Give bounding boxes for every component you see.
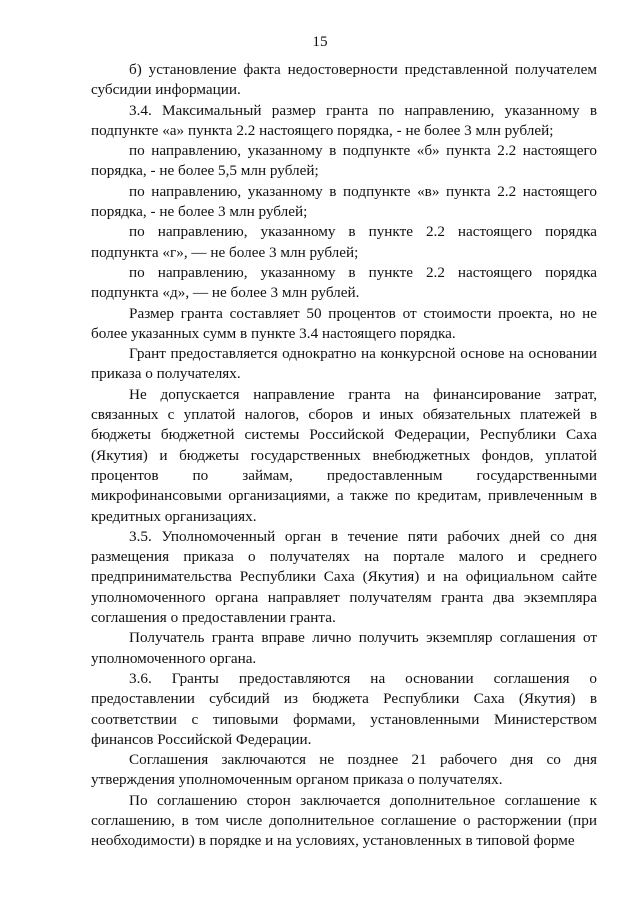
paragraph-3-5: 3.5. Уполномоченный орган в течение пяти рабочих дней со дня размещения приказа о получателях на портале малого и среднего предпринимательства Республики Саха (Якутия) и на официальном сайте уполномоченного органа направляет получателям гранта два экземпляра соглашения о предоставлении гранта. bbox=[91, 527, 597, 627]
paragraph-agreements-deadline: Соглашения заключаются не позднее 21 рабочего дня со дня утверждения уполномоченным органом приказа о получателях. bbox=[91, 751, 597, 789]
paragraph-3-4-d: по направлению, указанному в пункте 2.2 настоящего порядка подпункта «д», — не более 3 млн рублей. bbox=[91, 263, 597, 302]
page-number: 15 bbox=[312, 33, 328, 50]
paragraph-receive-copy: Получатель гранта вправе лично получить экземпляр соглашения от уполномоченного органа. bbox=[91, 629, 597, 667]
document-body bbox=[91, 60, 597, 852]
paragraph-3-4: 3.4. Максимальный размер гранта по направлению, указанному в подпункте «а» пункта 2.2 настоящего порядка, - не более 3 млн рублей; bbox=[91, 101, 597, 139]
paragraph-3-3-b: б) установление факта недостоверности представленной получателем субсидии информации. bbox=[91, 61, 597, 99]
paragraph-3-4-b: по направлению, указанному в подпункте «б» пункта 2.2 настоящего порядка, - не более 5,5 млн рублей; bbox=[91, 142, 597, 180]
paragraph-3-6: 3.6. Гранты предоставляются на основании соглашения о предоставлении субсидий из бюджета Республики Саха (Якутия) в соответствии с типовыми формами, установленными Министерством финансов Российской Федерации. bbox=[91, 669, 597, 748]
paragraph-3-4-v: по направлению, указанному в подпункте «в» пункта 2.2 настоящего порядка, - не более 3 млн рублей; bbox=[91, 182, 597, 221]
paragraph-grant-size: Размер гранта составляет 50 процентов от стоимости проекта, но не более указанных сумм в пункте 3.4 настоящего порядка. bbox=[91, 304, 597, 342]
paragraph-3-4-g: по направлению, указанному в пункте 2.2 настоящего порядка подпункта «г», — не более 3 млн рублей; bbox=[91, 223, 597, 261]
paragraph-grant-once: Грант предоставляется однократно на конкурсной основе на основании приказа о получателях. bbox=[91, 345, 597, 383]
paragraph-additional-agreement: По соглашению сторон заключается дополнительное соглашение к соглашению, в том числе дополнительное соглашение о расторжении (при необходимости) в порядке и на условиях, установленных в типовой форме bbox=[91, 791, 597, 850]
paragraph-prohibited-costs: Не допускается направление гранта на финансирование затрат, связанных с уплатой налогов, сборов и иных обязательных платежей в бюджеты бюджетной системы Российской Федерации, Республики Саха (Якутия) и бюджеты государственных внебюджетных фондов, уплатой процентов по займам, предоставленным государственными микрофинансовыми организациями, а также по кредитам, привлеченным в кредитных организациях. bbox=[91, 385, 597, 525]
